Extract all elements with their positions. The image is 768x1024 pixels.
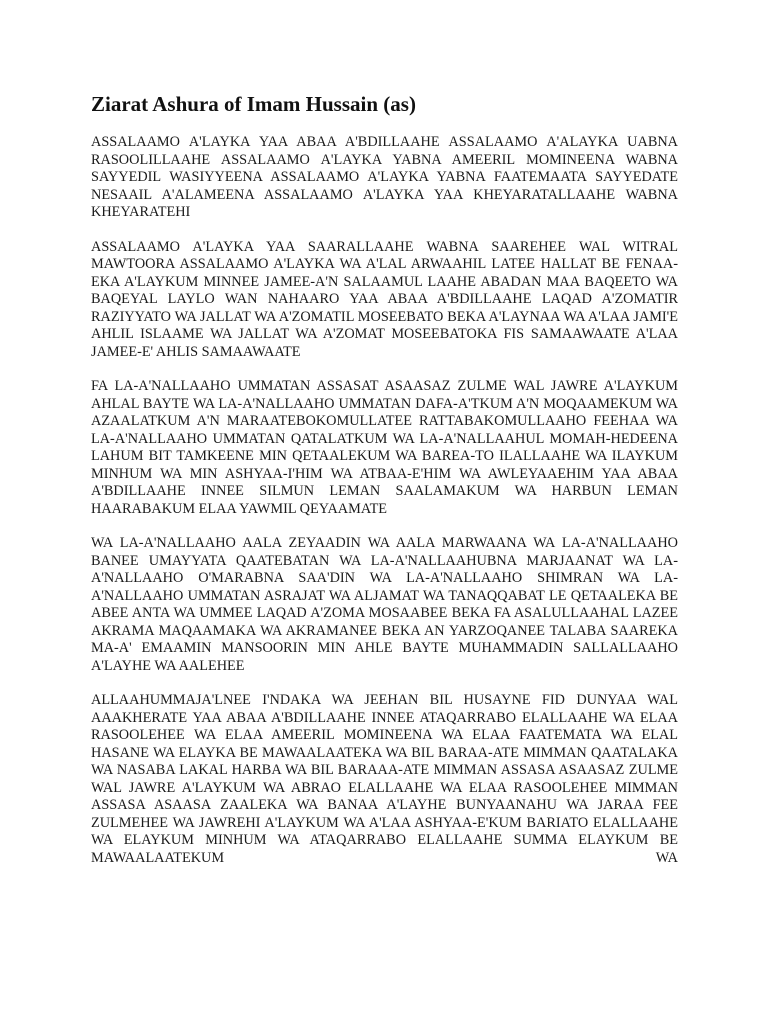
paragraph-1: ASSALAAMO A'LAYKA YAA ABAA A'BDILLAAHE ASSALAAMO A'ALAYKA UABNA RASOOLILLAAHE ASSALAAMO A'LAYKA YABNA AMEERIL MOMINEENA WABNA SAYYEDIL WASIYYEENA ASSALAAMO A'LAYKA YABNA FAATEMAATA SAYYEDATE NESAAIL A'ALAMEENA ASSALAAMO A'LAYKA YAA KHEYARATALLAAHE WABNA KHEYARATEHI [91, 134, 678, 220]
paragraph-3: FA LA-A'NALLAAHO UMMATAN ASSASAT ASAASAZ ZULME WAL JAWRE A'LAYKUM AHLAL BAYTE WA LA-A'NALLAAHO UMMATAN DAFA-A'TKUM A'N MOQAAMEKUM WA AZAALATKUM A'N MARAATEBOKOMULLATEE RATTABAKOMULLAAHO FEEHAA WA LA-A'NALLAAHO UMMATAN QATALATKUM WA LA-A'NALLAAHUL MOMAH-HEDEENA LAHUM BIT TAMKEENE MIN QETAALEKUM WA BAREA-TO ILALLAAHE WA ILAYKUM MINHUM WA MIN ASHYAA-I'HIM WA ATBAA-E'HIM WA AWLEYAAEHIM YAA ABAA A'BDILLAAHE INNEE SILMUN LEMAN SAALAMAKUM WA HARBUN LEMAN HAARABAKUM ELAA YAWMIL QEYAAMATE [91, 378, 678, 517]
document-page [91, 92, 678, 867]
paragraph-4: WA LA-A'NALLAAHO AALA ZEYAADIN WA AALA MARWAANA WA LA-A'NALLAAHO BANEE UMAYYATA QAATEBATAN WA LA-A'NALLAAHUBNA MARJAANAT WA LA-A'NALLAAHO O'MARABNA SAA'DIN WA LA-A'NALLAAHO SHIMRAN WA LA-A'NALLAAHO UMMATAN ASRAJAT WA ALJAMAT WA TANAQQABAT LE QETAALEKA BE ABEE ANTA WA UMMEE LAQAD A'ZOMA MOSAABEE BEKA FA ASALULLAAHAL LAZEE AKRAMA MAQAAMAKA WA AKRAMANEE BEKA AN YARZOQANEE TALABA SAAREKA MA-A' EMAAMIN MANSOORIN MIN AHLE BAYTE MUHAMMADIN SALLALLAAHO A'LAYHE WA AALEHEE [91, 535, 678, 674]
paragraph-5: ALLAAHUMMAJA'LNEE I'NDAKA WA JEEHAN BIL HUSAYNE FID DUNYAA WAL AAAKHERATE YAA ABAA A'BDILLAAHE INNEE ATAQARRABO ELALLAAHE WA ELAA RASOOLEHEE WA ELAA AMEERIL MOMINEENA WA ELAA FAATEMATA WA ELAL HASANE WA ELAYKA BE MAWAALAATEKA WA BIL BARAA-ATE MIMMAN QAATALAKA WA NASABA LAKAL HARBA WA BIL BARAAA-ATE MIMMAN ASSASA ASAASAZ ZULME WAL JAWRE A'LAYKUM WA ABRAO ELALLAAHE WA ELAA RASOOLEHEE MIMMAN ASSASA ASAASA ZAALEKA WA BANAA A'LAYHE BUNYAANAHU WA JARAA FEE ZULMEHEE WA JAWREHI A'LAYKUM WA A'LAA ASHYAA-E'KUM BARIATO ELALLAAHE WA ELAYKUM MINHUM WA ATAQARRABO ELALLAAHE SUMMA ELAYKUM BE MAWAALAATEKUM WA [91, 692, 678, 866]
paragraph-2: ASSALAAMO A'LAYKA YAA SAARALLAAHE WABNA SAAREHEE WAL WITRAL MAWTOORA ASSALAAMO A'LAYKA WA A'LAL ARWAAHIL LATEE HALLAT BE FENAA-EKA A'LAYKUM MINNEE JAMEE-A'N SALAAMUL LAAHE ABADAN MAA BAQEETO WA BAQEYAL LAYLO WAN NAHAARO YAA ABAA A'BDILLAAHE LAQAD A'ZOMATIR RAZIYYATO WA JALLAT WA A'ZOMATIL MOSEEBATO BEKA A'LAYNAA WA A'LAA JAMI'E AHLIL ISLAAME WA JALLAT WA A'ZOMAT MOSEEBATOKA FIS SAMAAWAATE A'LAA JAMEE-E' AHLIS SAMAAWAATE [91, 238, 678, 360]
document-title: Ziarat Ashura of Imam Hussain (as) [91, 92, 416, 116]
